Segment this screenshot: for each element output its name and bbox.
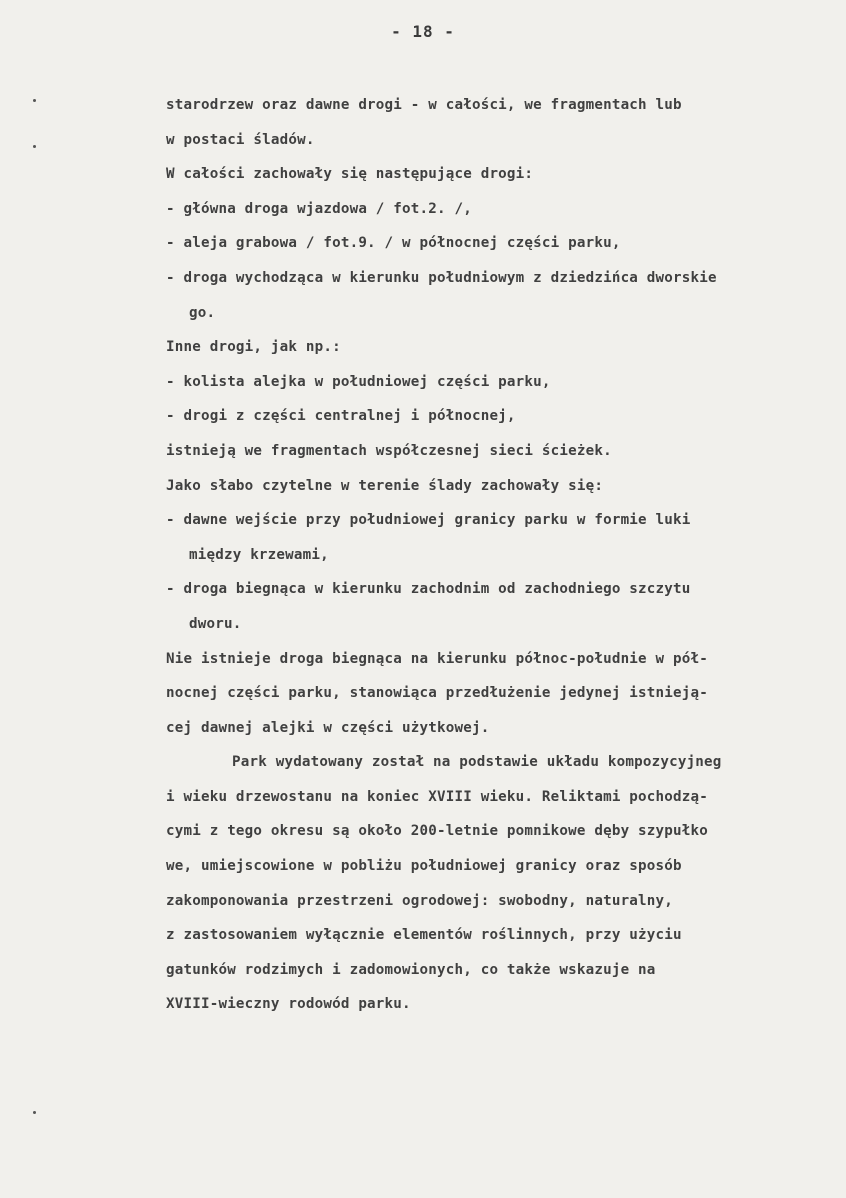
text-line: cymi z tego okresu są około 200-letnie pomnikowe dęby szypułko [166,823,708,840]
text-line: nocnej części parku, stanowiąca przedłużenie jedynej istnieją- [166,685,708,702]
paragraph-first-line: Park wydatowany został na podstawie układu kompozycyjneg [232,754,722,771]
text-line: XVIII-wieczny rodowód parku. [166,996,411,1013]
body-text [166,88,846,1022]
list-item: - droga wychodząca w kierunku południowym z dziedzińca dworskie [166,269,717,286]
margin-dot-3 [33,1111,36,1114]
text-line: we, umiejscowione w pobliżu południowej granicy oraz sposób [166,858,682,875]
list-item: - droga biegnąca w kierunku zachodnim od zachodniego szczytu [166,581,691,598]
list-item: - główna droga wjazdowa / fot.2. /, [166,200,472,217]
list-item: - aleja grabowa / fot.9. / w północnej części parku, [166,235,621,252]
list-item: - dawne wejście przy południowej granicy parku w formie luki [166,512,691,529]
text-line: z zastosowaniem wyłącznie elementów roślinnych, przy użyciu [166,927,682,944]
text-line: W całości zachowały się następujące drogi: [166,166,534,183]
margin-dot-1 [33,99,36,102]
text-line: starodrzew oraz dawne drogi - w całości, we fragmentach lub [166,97,682,113]
text-line: zakomponowania przestrzeni ogrodowej: swobodny, naturalny, [166,892,674,909]
text-line: Nie istnieje droga biegnąca na kierunku północ-południe w pół- [166,650,708,667]
text-line: Jako słabo czytelne w terenie ślady zachowały się: [166,477,604,494]
text-line: i wieku drzewostanu na koniec XVIII wieku. Reliktami pochodzą- [166,788,708,805]
page-number: - 18 - [391,22,455,41]
list-item-continuation: go. [189,304,216,321]
text-line: Inne drogi, jak np.: [166,339,341,356]
list-item-continuation: dworu. [189,615,242,632]
text-line: w postaci śladów. [166,131,315,148]
text-line: gatunków rodzimych i zadomowionych, co także wskazuje na [166,961,656,978]
list-item-continuation: między krzewami, [189,546,329,563]
margin-dot-2 [33,145,36,148]
text-line: istnieją we fragmentach współczesnej sieci ścieżek. [166,442,612,459]
text-line: cej dawnej alejki w części użytkowej. [166,719,490,736]
list-item: - drogi z części centralnej i północnej, [166,408,516,425]
list-item: - kolista alejka w południowej części parku, [166,373,551,390]
